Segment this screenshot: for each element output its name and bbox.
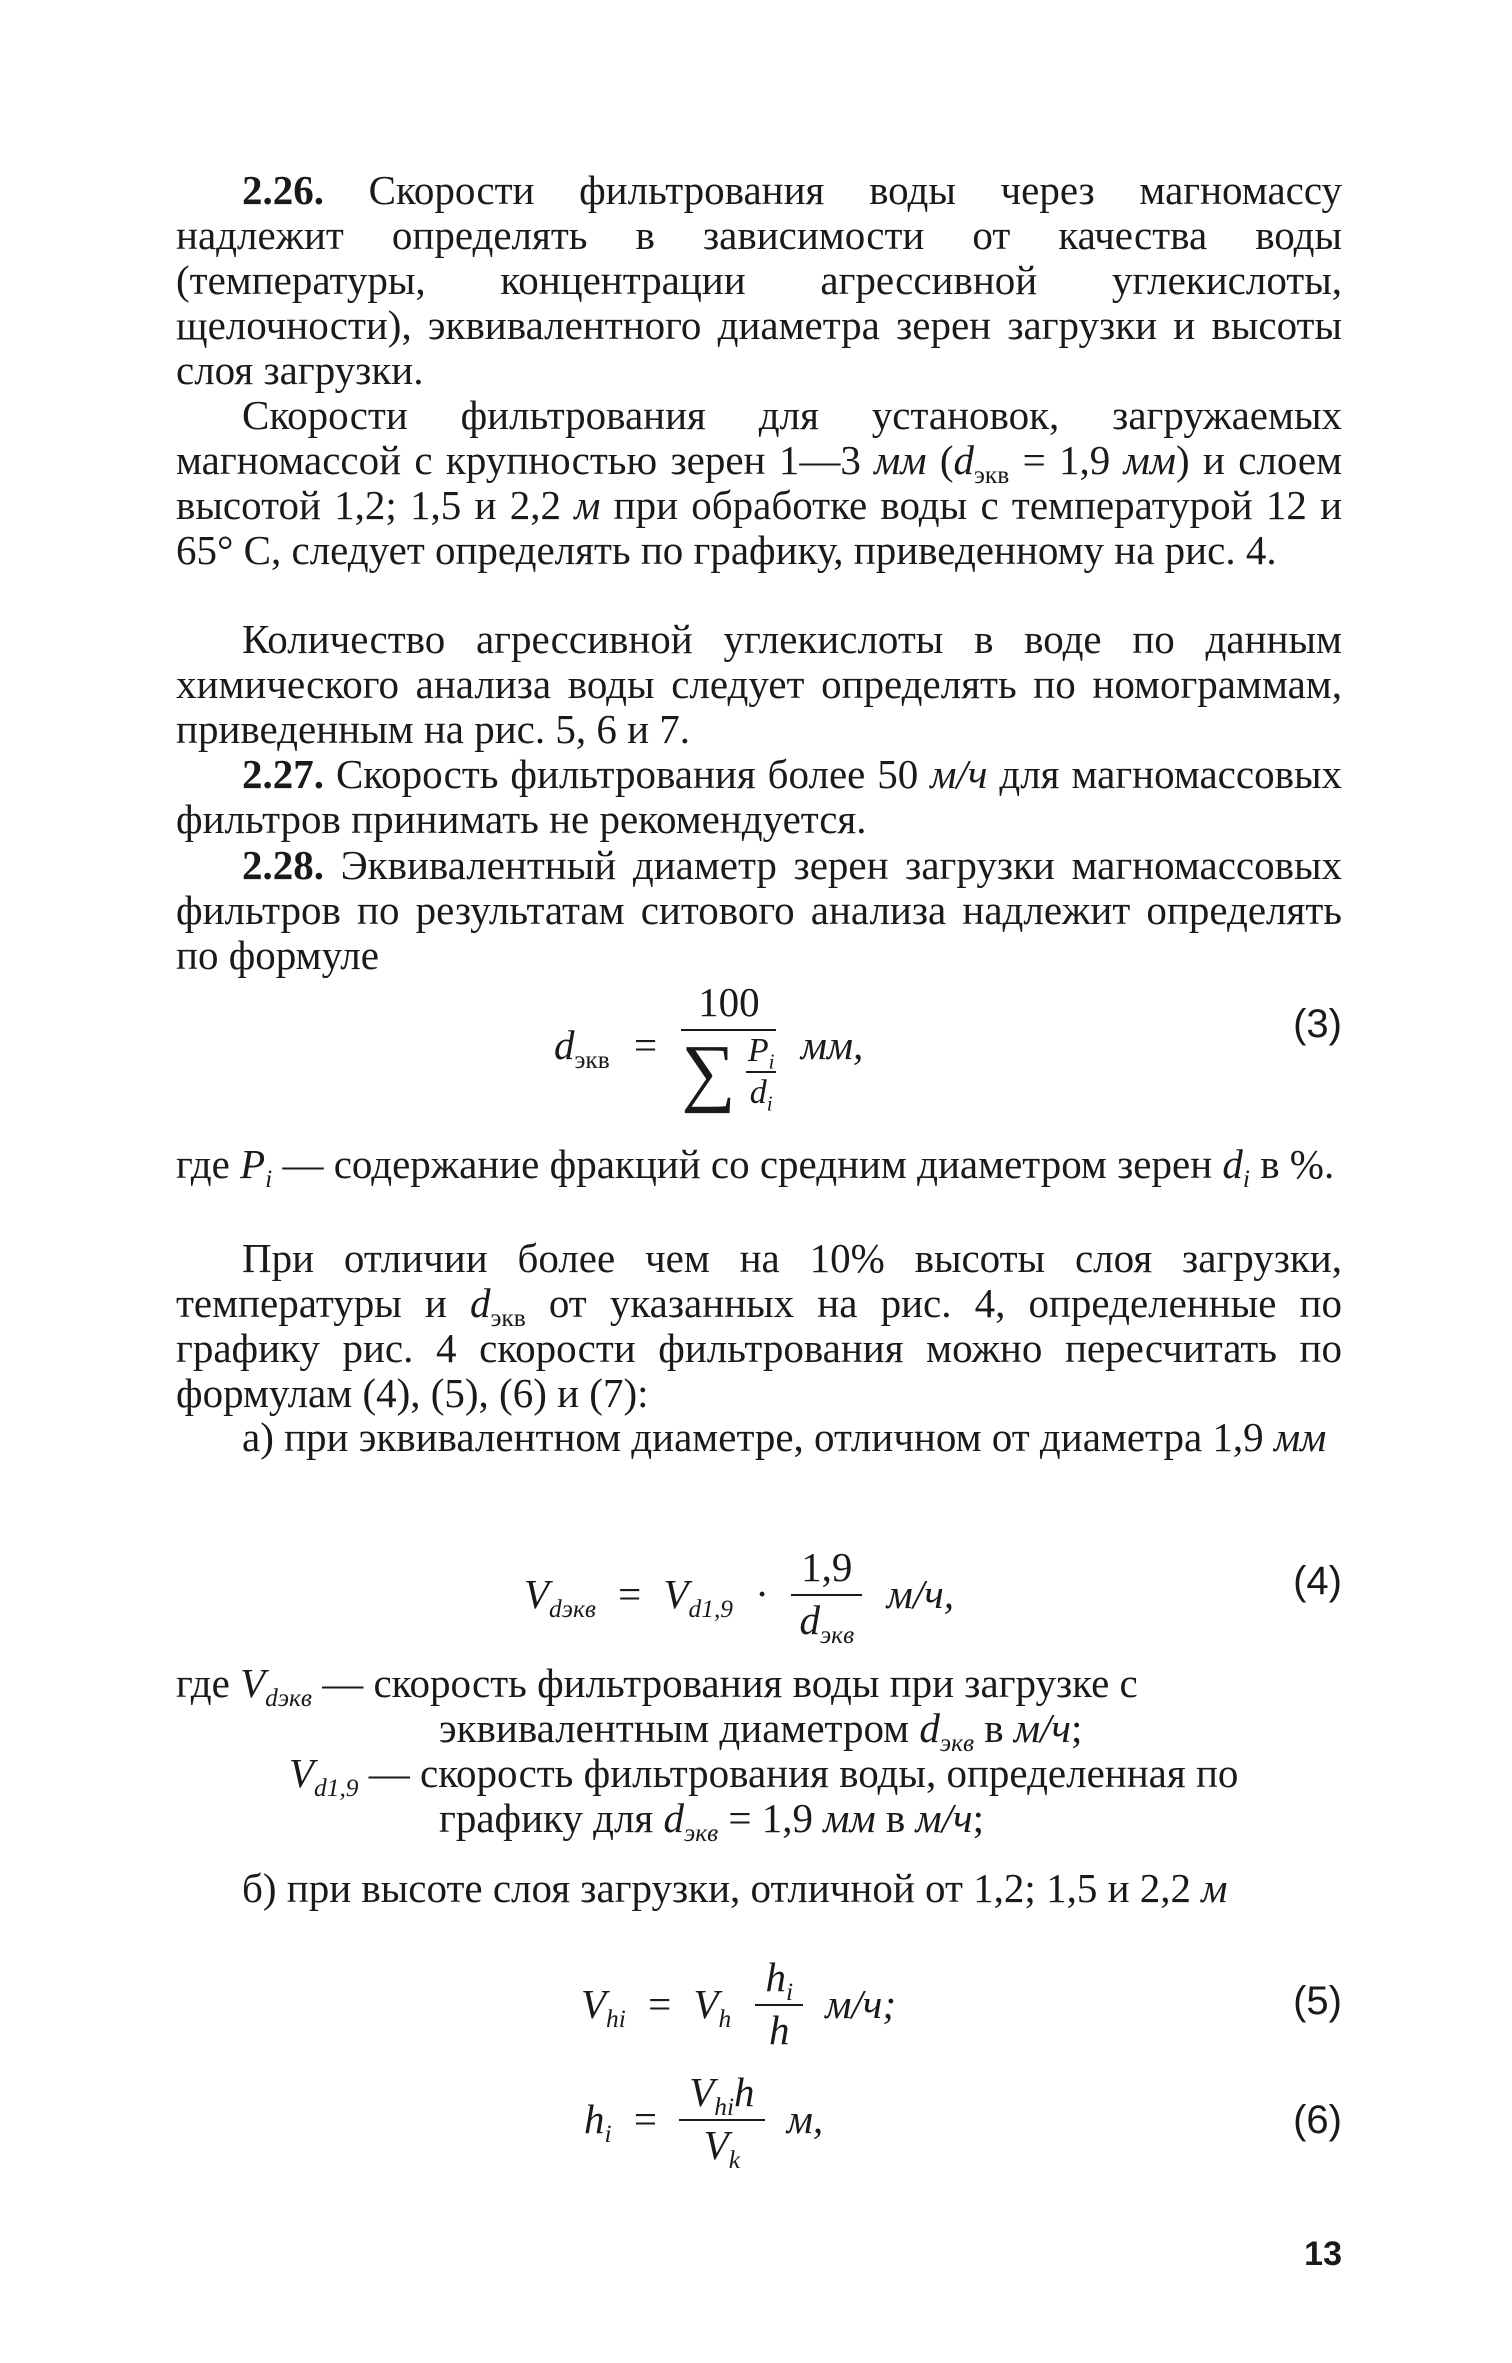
subscript: dэкв: [265, 1683, 312, 1712]
unit-text: м/ч,: [886, 1570, 955, 1617]
unit-text: м/ч;: [825, 1980, 897, 2027]
unit-text: мм: [874, 437, 927, 483]
subscript: i: [766, 1091, 773, 1116]
formula-3-body: [554, 979, 864, 1116]
symbol-v: V: [524, 1570, 550, 1617]
legend-definition: = 1,9: [718, 1795, 824, 1841]
legend-row: [176, 1750, 1342, 1847]
legend-row: [176, 1660, 1342, 1757]
equals-sign: =: [618, 1570, 642, 1617]
page-number: 13: [1304, 2235, 1342, 2273]
text-span: при обработке воды с температурой 12 и 65° С, следует определять по графику, приведенному на рис. 4.: [176, 482, 1343, 573]
subscript: d1,9: [688, 1594, 734, 1623]
unit-text: м: [574, 482, 601, 528]
unit-text: м/ч: [915, 1795, 973, 1841]
formula-5: [176, 1955, 1342, 2055]
clause-number: 2.26.: [242, 167, 324, 213]
text-span: (: [926, 437, 954, 483]
text-span: = 1,9: [1009, 437, 1124, 483]
formula-rhs: [663, 1570, 734, 1623]
paragraph-co2: [176, 617, 1342, 752]
legend-definition: ;: [972, 1795, 985, 1841]
formula-lhs: [584, 2095, 612, 2148]
symbol-d: d: [799, 1597, 820, 1643]
clause-number: 2.27.: [242, 751, 324, 797]
legend-formula-4: [176, 1660, 1342, 1847]
inner-denominator: [746, 1073, 777, 1116]
paragraph-text: Эквивалентный диаметр зерен загрузки магномассовых фильтров по результатам ситового анализа надлежит определять по формуле: [176, 842, 1342, 978]
subscript: dэкв: [549, 1594, 596, 1623]
equation-number: (3): [1293, 1002, 1342, 1046]
unit-text: мм: [1123, 437, 1176, 483]
denominator: [681, 1030, 776, 1116]
subscript: экв: [939, 1728, 974, 1757]
legend-definition: в %.: [1249, 1141, 1335, 1187]
symbol-h: h: [734, 2069, 755, 2115]
symbol-v: V: [240, 1660, 266, 1706]
formula-3: [176, 980, 1342, 1130]
paragraph-speeds: [176, 393, 1342, 573]
text-span: для магномассовых фильтров принимать не рекомендуется.: [176, 751, 1342, 842]
text-span: ) и слоем высотой 1,2; 1,5 и 2,2: [176, 437, 1343, 528]
symbol-p: P: [747, 1032, 769, 1069]
symbol-d: d: [1222, 1141, 1243, 1187]
text-span: а) при эквивалентном диаметре, отличном от диаметра 1,9: [242, 1414, 1274, 1460]
unit-text: м/ч: [1013, 1705, 1071, 1751]
formula-4-body: [524, 1544, 955, 1649]
formula-lhs: [554, 1022, 610, 1074]
subscript: экв: [490, 1303, 526, 1332]
paragraph-2-27: [176, 752, 1342, 842]
legend-definition: в: [875, 1795, 916, 1841]
unit-text: м/ч: [930, 751, 988, 797]
subscript: hi: [714, 2092, 734, 2121]
legend-label: где: [176, 1660, 241, 1706]
legend-definition: — скорость фильтрования воды при загрузке с эквивалентным диаметром: [311, 1660, 1138, 1751]
paragraph-2-28: [176, 843, 1342, 978]
numerator: 100: [681, 980, 776, 1031]
denominator: [791, 1596, 862, 1649]
symbol-d: d: [469, 1280, 491, 1326]
legend-definition: в: [974, 1705, 1014, 1751]
paragraph-text: Скорости фильтрования воды через магномассу надлежит определять в зависимости от качества воды (температуры, концентрации агрессивной углекислоты, щелочности), эквивалентного диаметра зерен загрузки и высоты слоя загрузки.: [176, 167, 1342, 393]
equation-number: (6): [1293, 2098, 1342, 2142]
legend-definition: — скорость фильтрования воды, определенная по графику для: [358, 1750, 1239, 1841]
subscript: экв: [574, 1045, 610, 1074]
symbol-v: V: [289, 1750, 315, 1796]
paragraph-text: Количество агрессивной углекислоты в воде по данным химического анализа воды следует определять по номограммам, приведенным на рис. 5, 6 и 7.: [176, 616, 1342, 752]
equals-sign: =: [634, 1022, 658, 1068]
formula-6-body: [584, 2069, 824, 2174]
symbol-v: V: [703, 2122, 729, 2168]
symbol-v: V: [581, 1980, 607, 2027]
unit-text: мм: [1273, 1414, 1327, 1460]
symbol-p: P: [240, 1141, 266, 1187]
symbol-d: d: [749, 1074, 767, 1111]
paragraph-case-b: [176, 1866, 1342, 1911]
legend-definition: ;: [1070, 1705, 1083, 1751]
subscript: i: [768, 1049, 775, 1074]
formula-5-body: [581, 1955, 896, 2053]
formula-lhs: [524, 1570, 596, 1623]
equals-sign: =: [633, 2095, 657, 2142]
inner-numerator: [746, 1033, 777, 1073]
symbol-h: h: [584, 2095, 605, 2142]
subscript: экв: [684, 1818, 719, 1847]
text-span: б) при высоте слоя загрузки, отличной от 1,2; 1,5 и 2,2: [242, 1865, 1202, 1911]
legend-row: [176, 1141, 1342, 1193]
symbol-d: d: [919, 1705, 940, 1751]
subscript: h: [718, 2004, 732, 2033]
formula-lhs: [581, 1980, 626, 2033]
subscript: i: [265, 1164, 273, 1193]
multiply-dot: ·: [755, 1570, 769, 1617]
subscript: i: [1242, 1164, 1250, 1193]
unit-text: мм,: [800, 1022, 864, 1068]
subscript: k: [728, 2145, 740, 2174]
symbol-d: d: [663, 1795, 685, 1841]
symbol-v: V: [663, 1570, 689, 1617]
unit-text: м,: [786, 2095, 824, 2142]
equals-sign: =: [648, 1980, 672, 2027]
subscript: d1,9: [314, 1773, 359, 1802]
text-span: При отличии более чем на 10% высоты слоя загрузки, температуры и: [176, 1235, 1342, 1326]
legend-definition: — содержание фракций со средним диаметром зерен: [272, 1141, 1223, 1187]
equation-number: (5): [1293, 1979, 1342, 2023]
unit-text: м: [1201, 1865, 1228, 1911]
paragraph-recalc: [176, 1236, 1342, 1416]
paragraph-2-26: [176, 168, 1342, 393]
sigma-symbol: ∑: [681, 1030, 736, 1114]
legend-formula-3: [176, 1141, 1342, 1193]
legend-label: где: [176, 1141, 241, 1187]
formula-rhs: [693, 1980, 732, 2033]
denominator: [679, 2121, 764, 2174]
symbol-v: V: [689, 2069, 715, 2115]
symbol-h: h: [765, 1954, 786, 2000]
numerator: 1,9: [791, 1545, 862, 1596]
symbol-v: V: [693, 1980, 719, 2027]
equation-number: (4): [1293, 1559, 1342, 1603]
subscript: hi: [606, 2004, 626, 2033]
fraction: [681, 979, 776, 1116]
fraction: [755, 1955, 803, 2053]
subscript: экв: [973, 460, 1010, 489]
numerator: [679, 2070, 764, 2121]
subscript: экв: [819, 1620, 855, 1649]
numerator: [755, 1955, 803, 2006]
text-span: Скорости фильтрования для установок, загружаемых магномассой с крупностью зерен 1—3: [176, 392, 1342, 483]
inner-fraction: [746, 1032, 777, 1116]
denominator: h: [768, 2007, 790, 2053]
text-span: Скорость фильтрования более 50: [324, 751, 931, 797]
symbol-d: d: [554, 1022, 575, 1068]
formula-4: [176, 1545, 1342, 1655]
symbol-d: d: [953, 437, 974, 483]
subscript: i: [604, 2119, 612, 2148]
text-span: от указанных на рис. 4, определенные по графику рис. 4 скорости фильтрования можно пересчитать по формулам (4), (5), (6) и (7):: [176, 1280, 1343, 1416]
formula-6: [176, 2070, 1342, 2190]
unit-text: мм: [823, 1795, 876, 1841]
fraction: [791, 1544, 862, 1649]
subscript: i: [785, 1977, 793, 2006]
paragraph-case-a: [176, 1415, 1342, 1460]
fraction: [679, 2069, 764, 2174]
clause-number: 2.28.: [242, 842, 324, 888]
